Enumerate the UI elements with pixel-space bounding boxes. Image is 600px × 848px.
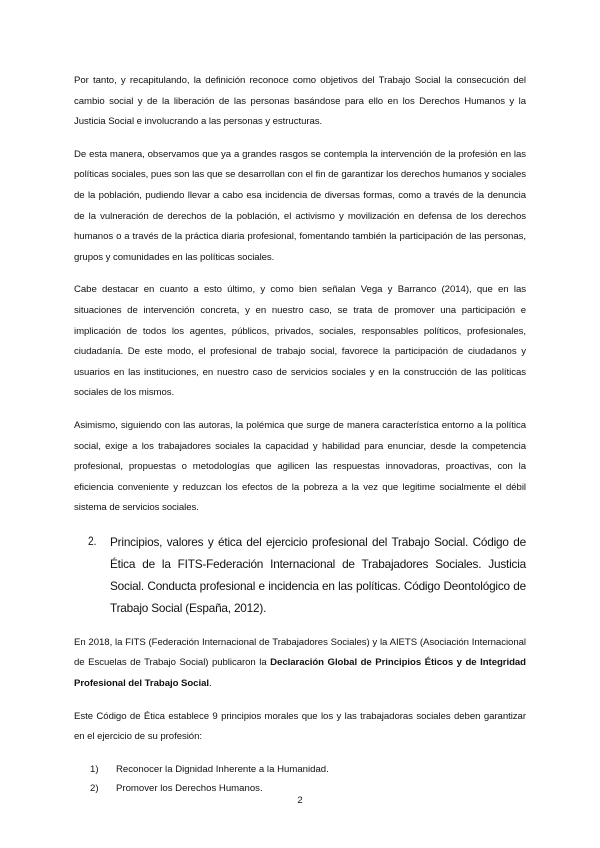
paragraph-social-policies: De esta manera, observamos que ya a grandes rasgos se contempla la intervención de la profesión en las políticas sociales, pues son las que se desarrollan con el fin de garantizar los derechos humanos y sociales de la población, pudiendo llevar a cabo esa incidencia de diversas formas, como a través de la denuncia de la vulneración de derechos de la población, el activismo y movilización en defensa de los derechos humanos o a través de la práctica diaria profesional, fomentando también la participación de las personas, grupos y comunidades en las políticas sociales. <box>74 148 526 263</box>
paragraph-recapitulation: Por tanto, y recapitulando, la definición reconoce como objetivos del Trabajo Social la consecución del cambio social y de la liberación de las personas basándose para ello en los Derechos Humanos y la Justicia Social e involucrando a las personas y estructuras. <box>74 75 526 128</box>
list-item-text: Promover los Derechos Humanos. <box>116 782 263 794</box>
fits-text-before: En 2018, la FITS (Federación Internacional de Trabajadores Sociales) y la AIETS (Asociación Internacional de Escuelas de Trabajo Social) publicaron la <box>74 636 526 669</box>
paragraph-ethics-code: Este Código de Ética establece 9 principios morales que los y las trabajadoras sociales deben garantizar en el ejercicio de su profesión: <box>74 710 526 743</box>
document-page <box>74 71 526 798</box>
paragraph-authors: Asimismo, siguiendo con las autoras, la polémica que surge de manera característica entorno a la política social, exige a los trabajadores sociales la capacidad y habilidad para enunciar, desde la competencia profesional, propuestas o metodologías que agilicen las respuestas innovadoras, proactivas, con la eficiencia conveniente y reduzcan los efectos de la pobreza a la vez que legitime socialmente el débil sistema de servicios sociales. <box>74 419 526 514</box>
principles-list <box>74 760 526 798</box>
list-item-text: Reconocer la Dignidad Inherente a la Humanidad. <box>116 763 329 775</box>
paragraph-fits-declaration <box>74 633 526 695</box>
fits-text-after: . <box>209 678 212 690</box>
declaration-title: Declaración Global de Principios Éticos y de Integridad Profesional del Trabajo Social <box>74 657 526 690</box>
page-number: 2 <box>297 795 303 806</box>
list-item-number: 1) <box>90 763 99 775</box>
list-item <box>74 760 526 779</box>
section-heading <box>74 531 526 619</box>
section-title: Principios, valores y ética del ejercicio profesional del Trabajo Social. Código de Ética de la FITS-Federación Internacional de Trabajadores Sociales. Justicia Social. Conducta profesional e incidencia en las políticas. Código Deontológico de Trabajo Social (España, 2012). <box>110 534 526 615</box>
section-number: 2. <box>88 535 97 548</box>
list-item-number: 2) <box>90 782 99 794</box>
paragraph-participation: Cabe destacar en cuanto a esto último, y como bien señalan Vega y Barranco (2014), que en las situaciones de intervención concreta, y en nuestro caso, se trata de promover una participación e implicación de todos los agentes, públicos, privados, sociales, responsables políticos, profesionales, ciudadanía. De este modo, el profesional de trabajo social, favorece la participación de ciudadanos y usuarios en las instituciones, en nuestro caso de servicios sociales y en la construcción de las políticas sociales de los mismos. <box>74 284 526 399</box>
